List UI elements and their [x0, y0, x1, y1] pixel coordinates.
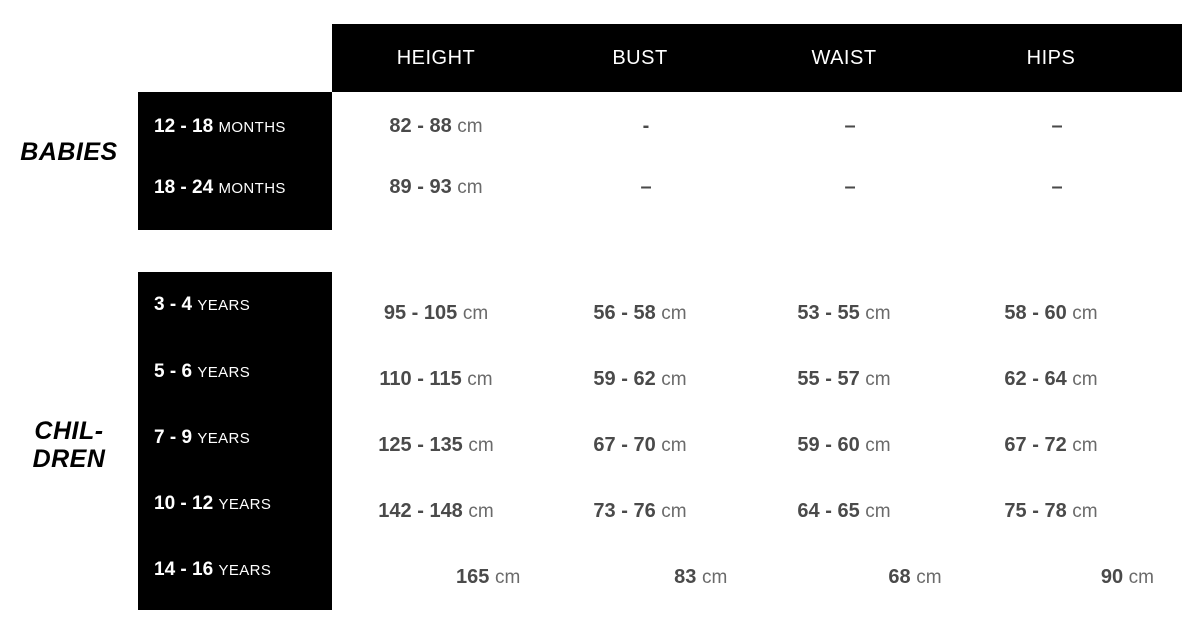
cell-hips	[948, 434, 1154, 457]
cell-height	[332, 176, 546, 199]
cell-unit: cm	[1072, 501, 1098, 522]
cell-waist	[740, 500, 948, 523]
cell-value: 53 - 55	[797, 302, 860, 324]
size-unit-years: YEARS	[197, 430, 251, 447]
cell-unit: cm	[661, 501, 687, 522]
group-name-children-line2: DREN	[32, 445, 106, 473]
cell-value: –	[640, 176, 652, 198]
size-range-7-9: 7 - 9	[154, 427, 193, 448]
cell-unit: cm	[701, 567, 728, 588]
cell-value: –	[844, 115, 856, 137]
group-name-babies: BABIES	[20, 138, 118, 166]
cell-unit: cm	[865, 501, 891, 522]
children-size-label-block	[138, 272, 332, 610]
cell-height	[332, 302, 540, 325]
cell-unit: cm	[916, 567, 942, 588]
cell-value: 59 - 60	[797, 434, 860, 456]
column-header-bust: BUST	[612, 46, 668, 69]
table-row	[332, 176, 1182, 199]
size-range-3-4: 3 - 4	[154, 294, 193, 315]
cell-bust	[546, 176, 746, 199]
cell-waist	[746, 176, 954, 199]
size-unit-years: YEARS	[197, 297, 251, 314]
cell-unit: cm	[865, 435, 891, 456]
cell-value: 165	[456, 566, 490, 588]
cell-value: –	[844, 176, 856, 198]
cell-unit: cm	[1072, 435, 1098, 456]
cell-hips	[954, 115, 1160, 138]
cell-height	[332, 368, 540, 391]
size-range-12-18: 12 - 18	[154, 116, 214, 137]
cell-value: –	[1051, 176, 1063, 198]
size-row-label-5-6-years	[138, 361, 332, 383]
cell-unit: cm	[467, 369, 493, 390]
cell-hips	[968, 566, 1182, 589]
table-row	[332, 434, 1182, 457]
cell-waist	[746, 115, 954, 138]
cell-value: –	[1051, 115, 1063, 137]
cell-value: 64 - 65	[797, 500, 860, 522]
cell-value: 110 - 115	[379, 368, 462, 390]
size-row-label-7-9-years	[138, 427, 332, 449]
babies-size-label-block	[138, 92, 332, 230]
cell-unit: cm	[661, 435, 687, 456]
cell-hips	[948, 368, 1154, 391]
cell-bust	[540, 368, 740, 391]
column-header-height: HEIGHT	[396, 46, 476, 69]
cell-unit: cm	[661, 303, 687, 324]
cell-bust	[540, 302, 740, 325]
cell-value: 59 - 62	[593, 368, 656, 390]
size-unit-years: YEARS	[218, 562, 272, 579]
cell-bust	[546, 566, 753, 589]
table-row	[332, 115, 1182, 138]
cell-unit: cm	[1072, 303, 1098, 324]
size-row-label-3-4-years	[138, 294, 332, 316]
size-row-label-18-24-months	[138, 177, 332, 199]
cell-value: 58 - 60	[1004, 302, 1067, 324]
cell-unit: cm	[457, 177, 483, 198]
cell-value: 82 - 88	[389, 115, 452, 137]
cell-value: 75 - 78	[1004, 500, 1067, 522]
cell-waist	[740, 368, 948, 391]
size-range-5-6: 5 - 6	[154, 361, 193, 382]
cell-value: 67 - 72	[1004, 434, 1067, 456]
column-header-waist: WAIST	[811, 46, 877, 69]
cell-bust	[540, 500, 740, 523]
cell-hips	[948, 500, 1154, 523]
size-range-10-12: 10 - 12	[154, 493, 214, 514]
cell-waist	[740, 302, 948, 325]
cell-value: 83	[674, 566, 697, 588]
cell-unit: cm	[468, 435, 494, 456]
cell-hips	[948, 302, 1154, 325]
cell-bust	[540, 434, 740, 457]
cell-unit: cm	[468, 501, 494, 522]
cell-value: 90	[1100, 566, 1124, 588]
cell-waist	[753, 566, 967, 589]
cell-unit: cm	[1128, 567, 1154, 588]
cell-bust	[546, 115, 746, 138]
cell-value: 56 - 58	[593, 302, 656, 324]
size-range-18-24: 18 - 24	[154, 177, 214, 198]
group-name-children-line1: CHIL-	[34, 417, 104, 445]
cell-unit: cm	[865, 369, 891, 390]
cell-value: 55 - 57	[797, 368, 860, 390]
size-range-14-16: 14 - 16	[154, 559, 214, 580]
cell-unit: cm	[1072, 369, 1098, 390]
table-header-band	[332, 24, 1182, 92]
cell-height	[332, 566, 546, 589]
cell-unit: cm	[865, 303, 891, 324]
size-unit-years: YEARS	[218, 496, 272, 513]
cell-height	[332, 500, 540, 523]
cell-waist	[740, 434, 948, 457]
cell-value: 125 - 135	[378, 434, 463, 456]
size-row-label-12-18-months	[138, 116, 332, 138]
table-row	[332, 500, 1182, 523]
cell-unit: cm	[462, 303, 489, 324]
cell-height	[332, 434, 540, 457]
size-unit-years: YEARS	[197, 364, 251, 381]
cell-value: 62 - 64	[1004, 368, 1067, 390]
size-row-label-10-12-years	[138, 493, 332, 515]
cell-value: 73 - 76	[593, 500, 656, 522]
cell-value: -	[642, 115, 650, 137]
cell-value: 68	[888, 566, 911, 588]
cell-unit: cm	[661, 369, 687, 390]
size-unit-months: MONTHS	[218, 119, 286, 136]
cell-value: 67 - 70	[593, 434, 656, 456]
table-row	[332, 368, 1182, 391]
cell-value: 89 - 93	[389, 176, 452, 198]
cell-value: 95 - 105	[383, 302, 458, 324]
cell-value: 142 - 148	[378, 500, 463, 522]
size-unit-months: MONTHS	[218, 180, 286, 197]
cell-hips	[954, 176, 1160, 199]
cell-unit: cm	[494, 567, 521, 588]
column-header-hips: HIPS	[1026, 46, 1076, 69]
group-name-children	[0, 417, 138, 473]
size-row-label-14-16-years	[138, 559, 332, 581]
table-row	[332, 566, 1182, 589]
table-row	[332, 302, 1182, 325]
cell-height	[332, 115, 546, 138]
cell-unit: cm	[457, 116, 483, 137]
